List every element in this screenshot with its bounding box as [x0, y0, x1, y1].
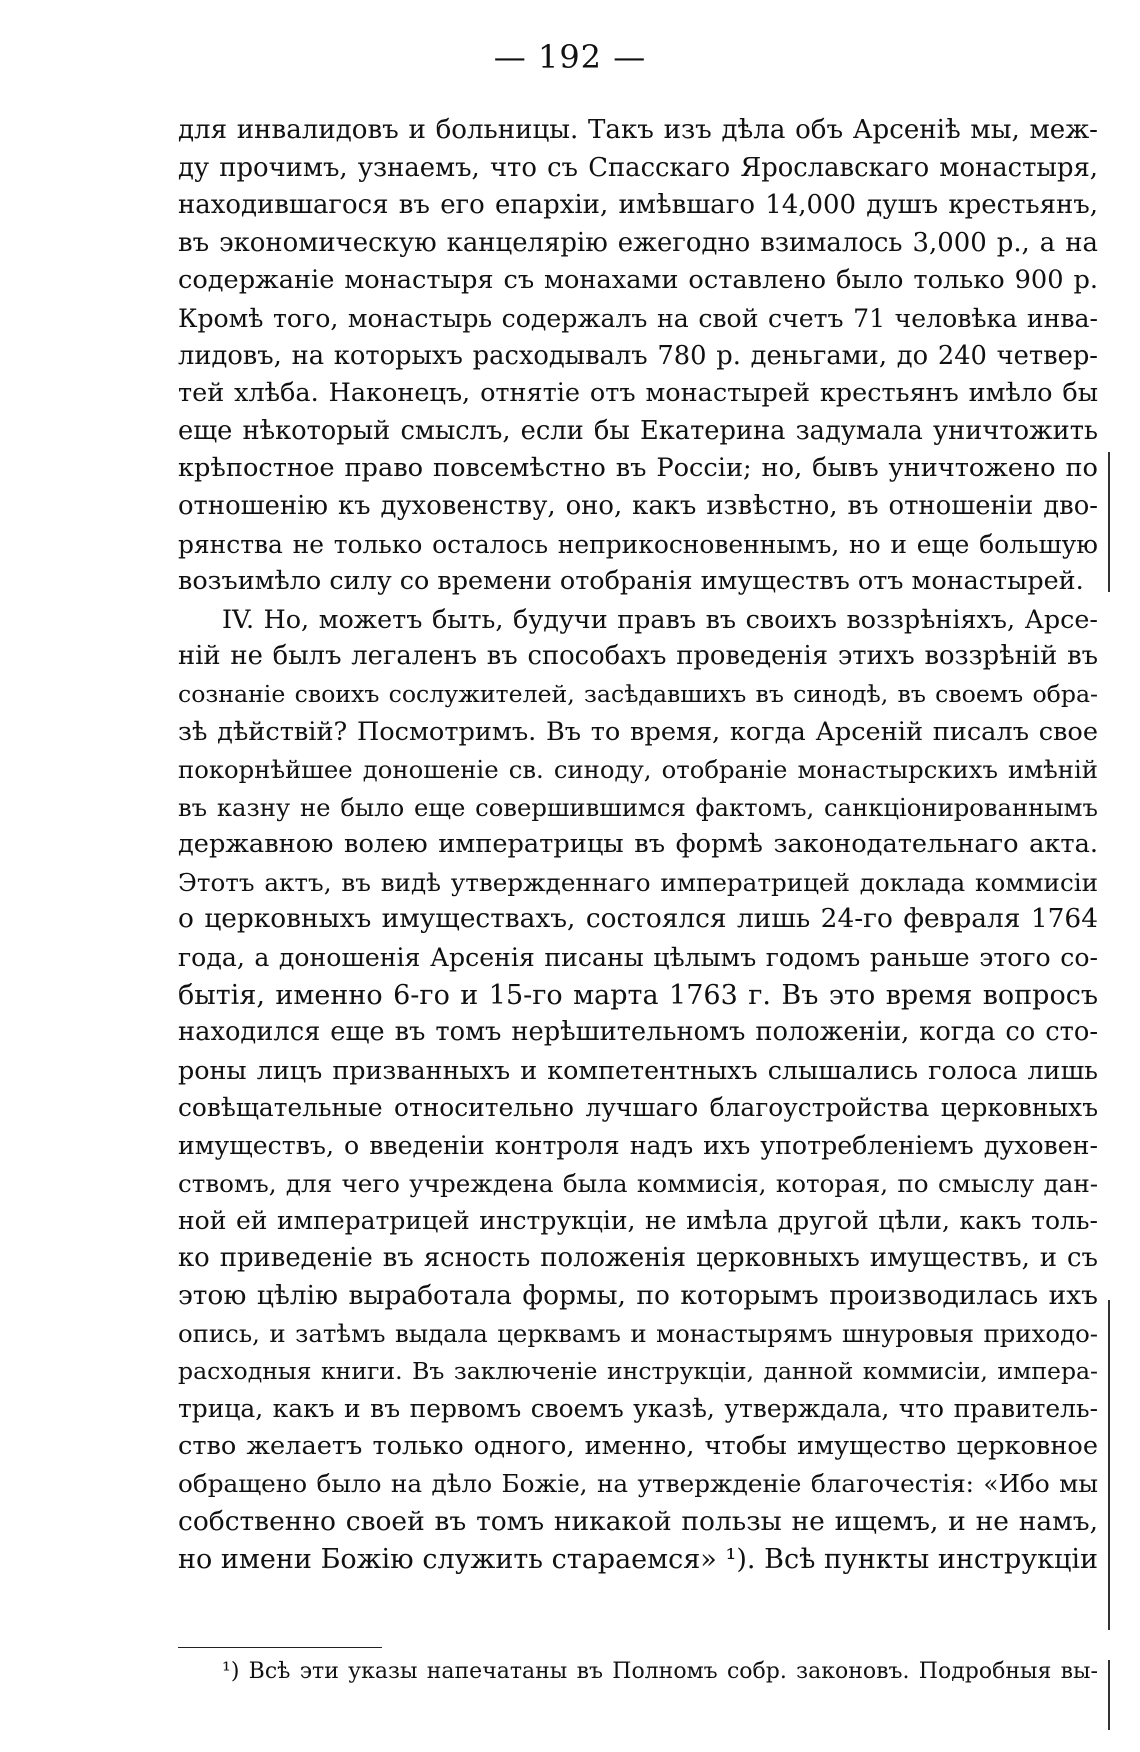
text-line: ко приведеніе въ ясность положенія церковныхъ имуществъ, и съ: [178, 1242, 1098, 1273]
text-line: въ казну не было еще совершившимся фактомъ, санкціонированнымъ: [178, 792, 1098, 822]
text-line: находившагося въ его епархіи, имѣвшаго 14,000 душъ крестьянъ,: [178, 190, 1098, 221]
text-line: въ экономическую канцелярію ежегодно взималось 3,000 р., а на: [178, 227, 1098, 258]
section-start-line: IV. Но, можетъ быть, будучи правъ въ своихъ воззрѣніяхъ, Арсе-: [222, 603, 1098, 634]
text-line: ной ей императрицей инструкціи, не имѣла другой цѣли, какъ толь-: [178, 1206, 1098, 1236]
text-line: обращено было на дѣло Божіе, на утвержденіе благочестія: «Ибо мы: [178, 1469, 1098, 1499]
text-line: расходныя книги. Въ заключеніе инструкціи, данной коммисіи, импера-: [178, 1356, 1098, 1385]
text-line: совѣщательные относительно лучшаго благоустройства церковныхъ: [178, 1093, 1098, 1123]
text-line: содержаніе монастыря съ монахами оставлено было только 900 р.: [178, 265, 1098, 296]
text-line: отношенію къ духовенству, оно, какъ извѣстно, въ отношеніи дво-: [178, 490, 1098, 521]
text-line: еще нѣкоторый смыслъ, если бы Екатерина задумала уничтожить: [178, 415, 1098, 446]
text-line: трица, какъ и въ первомъ своемъ указѣ, утверждала, что правитель-: [178, 1394, 1098, 1424]
text-line: покорнѣйшее доношеніе св. синоду, отобраніе монастырскихъ имѣній: [178, 755, 1098, 785]
text-line: о церковныхъ имуществахъ, состоялся лишь 24-го февраля 1764: [178, 904, 1098, 935]
text-line: для инвалидовъ и больницы. Такъ изъ дѣла объ Арсеніѣ мы, меж-: [178, 115, 1098, 145]
text-line: собственно своей въ томъ никакой пользы не ищемъ, и не намъ,: [178, 1505, 1098, 1537]
margin-scan-line: [1108, 1660, 1110, 1730]
text-line: ній не былъ легаленъ въ способахъ проведенія этихъ воззрѣній въ: [178, 641, 1098, 672]
text-line: года, а доношенія Арсенія писаны цѣлымъ годомъ раньше этого со-: [178, 943, 1098, 973]
text-line: тей хлѣба. Наконецъ, отнятіе отъ монастырей крестьянъ имѣло бы: [178, 378, 1098, 409]
footnote-divider: [178, 1647, 382, 1648]
margin-scan-line: [1108, 452, 1110, 592]
text-line: крѣпостное право повсемѣстно въ Россіи; но, бывъ уничтожено по: [178, 453, 1098, 484]
text-line: находился еще въ томъ нерѣшительномъ положеніи, когда со сто-: [178, 1017, 1098, 1048]
text-line: возъимѣло силу со времени отобранія имуществъ отъ монастырей.: [178, 566, 1084, 597]
text-line: сознаніе своихъ сослужителей, засѣдавшихъ въ синодѣ, въ своемъ обра-: [178, 679, 1098, 708]
text-line: роны лицъ призванныхъ и компетентныхъ слышались голоса лишь: [178, 1054, 1098, 1085]
text-line: этою цѣлію выработала формы, по которымъ производилась ихъ: [178, 1280, 1098, 1312]
text-line: имуществъ, о введеніи контроля надъ ихъ употребленіемъ духовен-: [178, 1131, 1098, 1161]
text-line: Этотъ актъ, въ видѣ утвержденнаго императрицей доклада коммисіи: [178, 867, 1098, 897]
text-line: но имени Божію служить стараемся» ¹). Всѣ пункты инструкціи: [178, 1543, 1098, 1575]
text-line: Кромѣ того, монастырь содержалъ на свой счетъ 71 человѣка инва-: [178, 303, 1098, 333]
text-line: державною волею императрицы въ формѣ законодательнаго акта.: [178, 829, 1098, 860]
text-line: ствомъ, для чего учреждена была коммисія, которая, по смыслу дан-: [178, 1168, 1098, 1198]
footnote: [178, 1656, 1098, 1688]
footnote-line: ¹) Всѣ эти указы напечатаны въ Полномъ собр. законовъ. Подробныя вы-: [222, 1659, 1098, 1684]
text-line: лидовъ, на которыхъ расходывалъ 780 р. деньгами, до 240 четвер-: [178, 340, 1098, 371]
text-line: зѣ дѣйствій? Посмотримъ. Въ то время, когда Арсеній писалъ свое: [178, 716, 1098, 747]
text-line: ду прочимъ, узнаемъ, что съ Спасскаго Ярославскаго монастыря,: [178, 152, 1098, 183]
text-line: бытія, именно 6-го и 15-го марта 1763 г. Въ это время вопросъ: [178, 979, 1098, 1011]
margin-scan-line: [1108, 1300, 1110, 1630]
text-line: ство желаетъ только одного, именно, чтобы имущество церковное: [178, 1430, 1098, 1461]
text-line: опись, и затѣмъ выдала церквамъ и монастырямъ шнуровыя приходо-: [178, 1319, 1098, 1348]
page-number: — 192 —: [493, 38, 647, 76]
text-line: рянства не только осталось неприкосновеннымъ, но и еще большую: [178, 529, 1098, 559]
body-text: [178, 112, 1098, 1578]
